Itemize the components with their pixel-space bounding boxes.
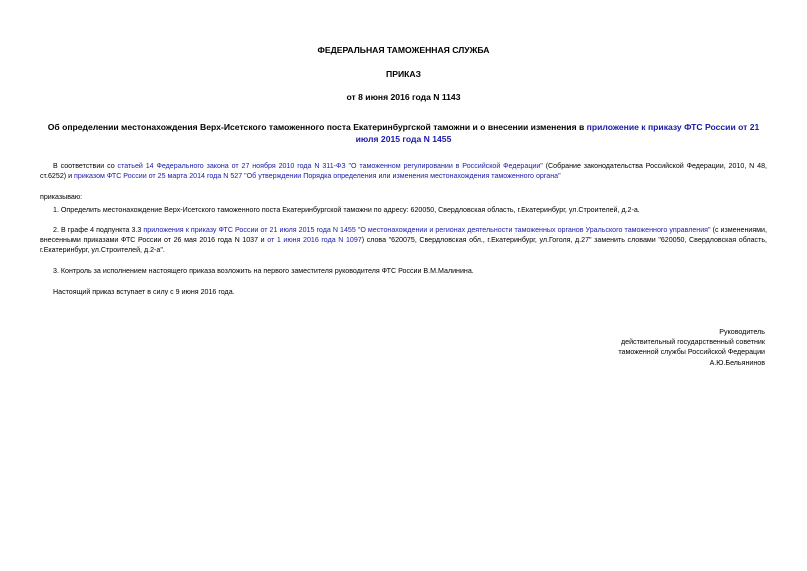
signer-position: Руководитель	[719, 328, 765, 336]
signer-rank: действительный государственный советник	[620, 338, 765, 347]
effective-date: Настоящий приказ вступает в силу с 9 июня 2016 года.	[53, 288, 235, 296]
fts-order-1455-link[interactable]: приложения к приказу ФТС России от 21 июля 2015 года N 1455 "О местонахождении и регионах деятельности таможенных органов Уральского таможенного управления"	[143, 226, 711, 234]
title-text: Об определении местонахождения Верх-Исетского таможенного поста Екатеринбургской таможни и о внесении изменения в	[47, 122, 587, 132]
preamble-text-2: (Собрание законодательства Российской Федерации, 2010, N 48, ст.6252) и	[40, 162, 767, 180]
document-type: ПРИКАЗ	[386, 69, 421, 79]
document-title	[40, 121, 767, 145]
signer-rank-agency: таможенной службы Российской Федерации	[618, 348, 765, 357]
item-2	[40, 225, 767, 255]
item-2-text-1: 2. В графе 4 подпункта 3.3	[53, 226, 144, 234]
item-3: 3. Контроль за исполнением настоящего приказа возложить на первого заместителя руководителя ФТС России В.М.Малинина.	[53, 267, 474, 275]
title-link[interactable]: приложение к приказу ФТС России от 21 июля 2015 года N 1455	[355, 122, 760, 144]
item-2-text-2: (с изменениями, внесенными приказами ФТС России от 26 мая 2016 года N 1037 и	[40, 226, 767, 244]
fts-order-1097-link[interactable]: от 1 июня 2016 года N 1097	[267, 236, 362, 244]
signature-block	[525, 327, 765, 368]
document-date-number: от 8 июня 2016 года N 1143	[346, 92, 461, 102]
fts-order-527-link[interactable]: приказом ФТС России от 25 марта 2014 года N 527 "Об утверждении Порядка определения или изменения местонахождения таможенного органа"	[74, 172, 561, 180]
item-1: 1. Определить местонахождение Верх-Исетского таможенного поста Екатеринбургской таможни по адресу: 620050, Свердловская область, г.Екатеринбург, ул.Строителей, д.2-а.	[53, 206, 640, 214]
agency-name: ФЕДЕРАЛЬНАЯ ТАМОЖЕННАЯ СЛУЖБА	[317, 45, 490, 55]
preamble-paragraph	[40, 161, 767, 181]
federal-law-link[interactable]: статьей 14 Федерального закона от 27 ноября 2010 года N 311-ФЗ "О таможенном регулировании в Российской Федерации"	[117, 162, 543, 170]
preamble-text-1: В соответствии со	[53, 162, 118, 170]
item-2-text-3: ) слова "620075, Свердловская обл., г.Екатеринбург, ул.Гоголя, д.27" заменить словами "620050, Свердловская область, г.Екатеринбург, ул.Строителей, д.2-а".	[40, 236, 768, 254]
signer-name: А.Ю.Бельянинов	[709, 358, 765, 367]
order-word: приказываю:	[40, 193, 83, 201]
